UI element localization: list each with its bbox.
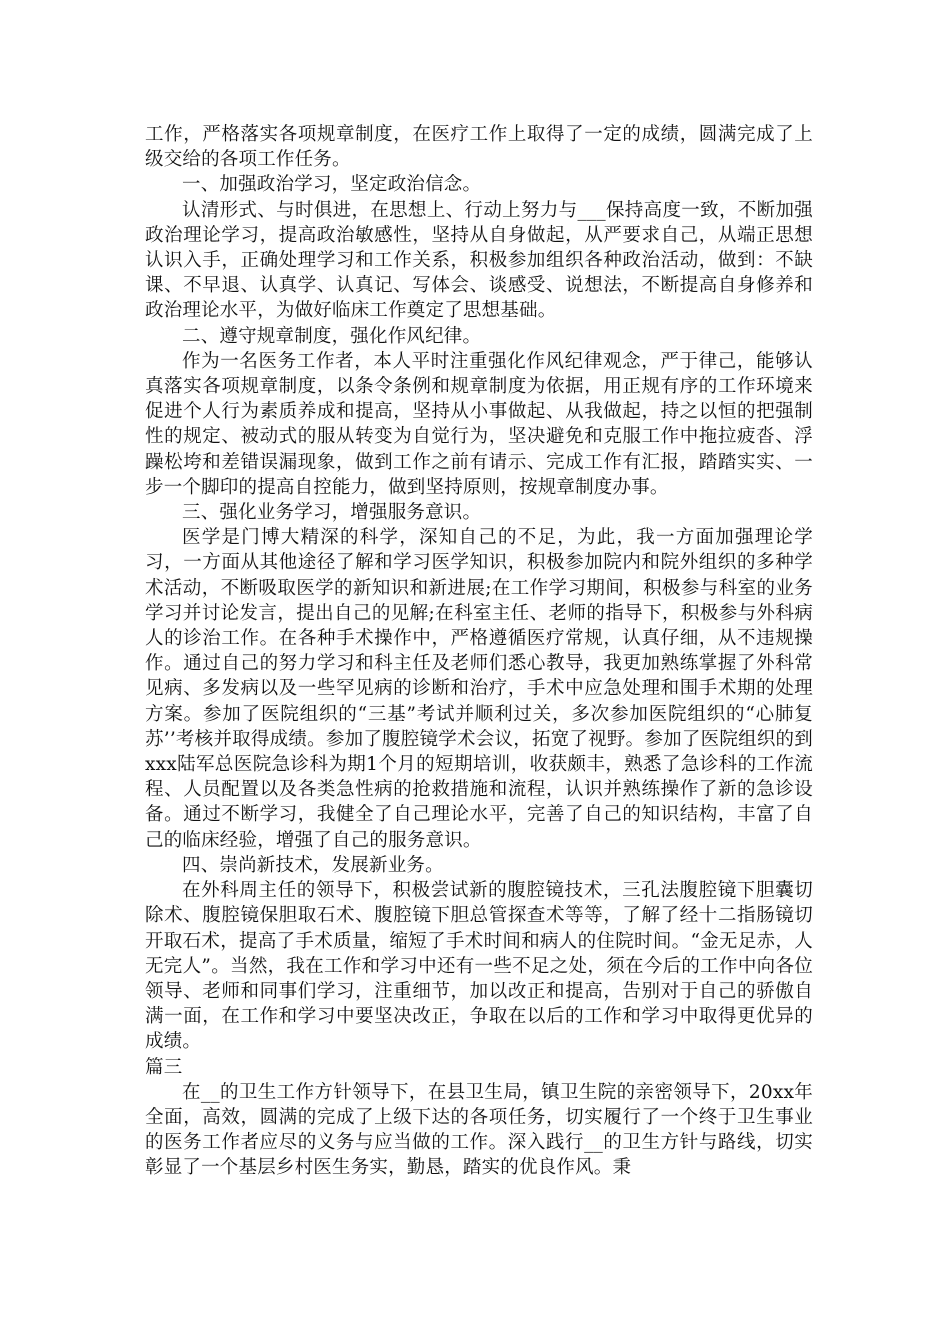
section-heading-1: 一、加强政治学习，坚定政治信念。	[182, 174, 482, 196]
document-body	[145, 122, 813, 1181]
paragraph-section-1: 认清形式、与时俱进，在思想上、行动上努力与___保持高度一致，不断加强政治理论学习，提高政治敏感性，坚持从自身做起，从严要求自己，从端正思想认识入手，正确处理学习和工作关系，积极参加组织各种政治活动，做到：不缺课、不早退、认真学、认真记、写体会、谈感受、说想法，不断提高自身修养和政治理论水平，为做好临床工作奠定了思想基础。	[145, 199, 813, 322]
paragraph-intro-continuation: 工作，严格落实各项规章制度，在医疗工作上取得了一定的成绩，圆满完成了上级交给的各项工作任务。	[145, 124, 813, 171]
section-heading-4: 四、崇尚新技术，发展新业务。	[182, 854, 444, 876]
section-heading-3: 三、强化业务学习，增强服务意识。	[182, 502, 482, 524]
paragraph-section-3: 医学是门博大精深的科学，深知自己的不足，为此，我一方面加强理论学习，一方面从其他途径了解和学习医学知识，积极参加院内和院外组织的多种学术活动，不断吸取医学的新知识和新进展;在工作学习期间，积极参与科室的业务学习并讨论发言，提出自己的见解;在科室主任、老师的指导下，积极参与外科病人的诊治工作。在各种手术操作中，严格遵循医疗常规，认真仔细，从不违规操作。通过自己的努力学习和科主任及老师们悉心教导，我更加熟练掌握了外科常见病、多发病以及一些罕见病的诊断和治疗，手术中应急处理和围手术期的处理方案。参加了医院组织的“三基”考试并顺利过关，多次参加医院组织的“心肺复苏’’考核并取得成绩。参加了腹腔镜学术会议，拓宽了视野。参加了医院组织的到xxx陆军总医院急诊科为期1个月的短期培训，收获颇丰，熟悉了急诊科的工作流程、人员配置以及各类急性病的抢救措施和流程，认识并熟练操作了新的急诊设备。通过不断学习，我健全了自己理论水平，完善了自己的知识结构，丰富了自己的临床经验，增强了自己的服务意识。	[145, 527, 813, 851]
section-heading-2: 二、遵守规章制度，强化作风纪律。	[182, 325, 482, 347]
paragraph-section-4: 在外科周主任的领导下，积极尝试新的腹腔镜技术，三孔法腹腔镜下胆囊切除术、腹腔镜保胆取石术、腹腔镜下胆总管探查术等等，了解了经十二指肠镜切开取石术，提高了手术质量，缩短了手术时间和病人的住院时间。“金无足赤，人无完人”。当然，我在工作和学习中还有一些不足之处，须在今后的工作中向各位领导、老师和同事们学习，注重细节，加以改正和提高，告别对于自己的骄傲自满一面，在工作和学习中要坚决改正，争取在以后的工作和学习中取得更优异的成绩。	[145, 880, 813, 1053]
chapter-heading: 篇三	[145, 1056, 183, 1078]
paragraph-chapter-3: 在__的卫生工作方针领导下，在县卫生局，镇卫生院的亲密领导下，20xx年全面，高效，圆满的完成了上级下达的各项任务，切实履行了一个终于卫生事业的医务工作者应尽的义务与应当做的工作。深入践行__的卫生方针与路线，切实彰显了一个基层乡村医生务实，勤恳，踏实的优良作风。秉	[145, 1081, 813, 1179]
paragraph-section-2: 作为一名医务工作者，本人平时注重强化作风纪律观念，严于律己，能够认真落实各项规章制度，以条令条例和规章制度为依据，用正规有序的工作环境来促进个人行为素质养成和提高，坚持从小事做起、从我做起，持之以恒的把强制性的规定、被动式的服从转变为自觉行为，坚决避免和克服工作中拖拉疲沓、浮躁松垮和差错误漏现象，做到工作之前有请示、完成工作有汇报，踏踏实实、一步一个脚印的提高自控能力，做到坚持原则，按规章制度办事。	[145, 350, 813, 498]
